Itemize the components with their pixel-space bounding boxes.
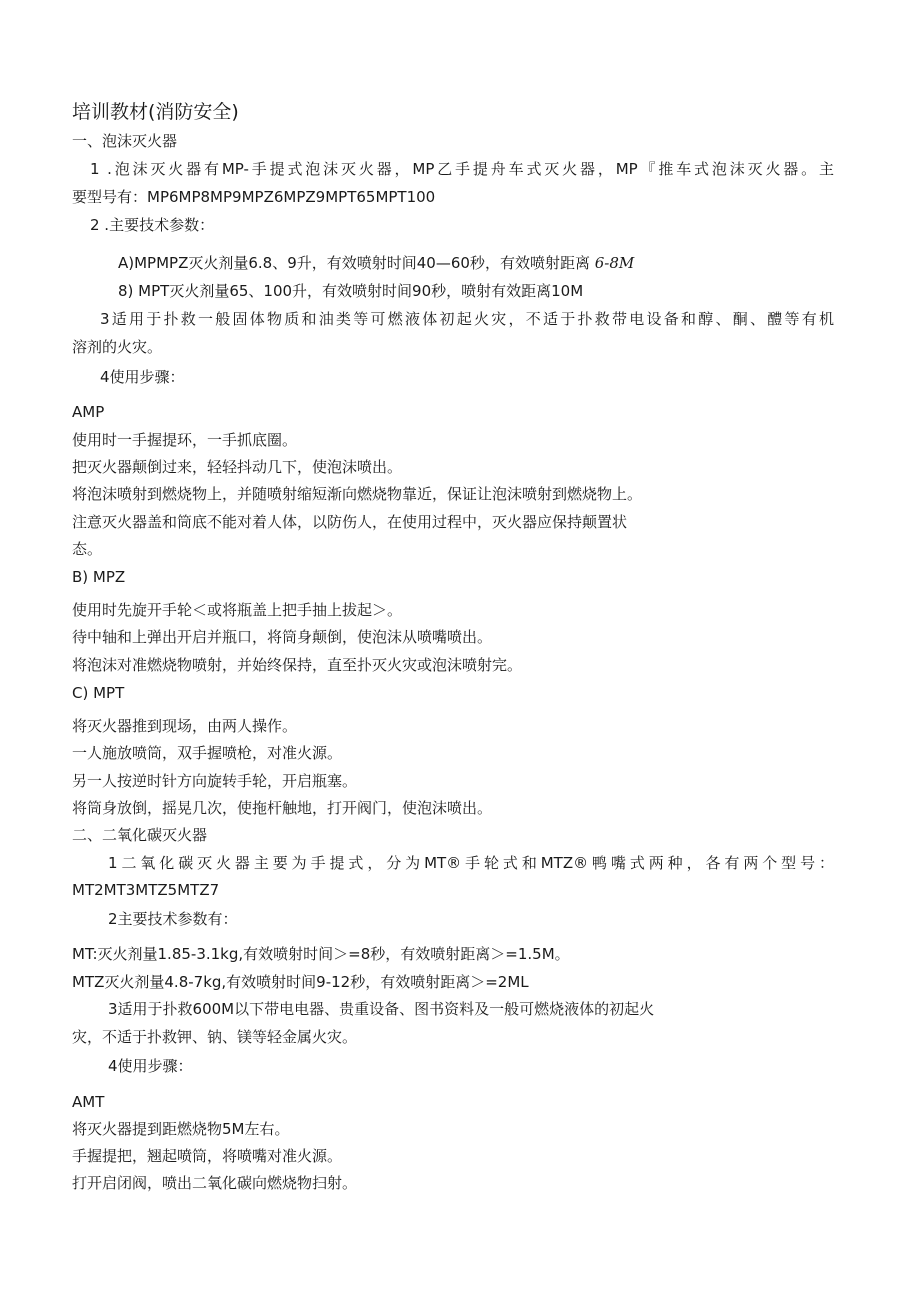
paragraph-foam-types-line1: 1 .泡沫灭火器有MP-手提式泡沫灭火器，MP乙手提舟车式灭火器，MP『推车式泡沫灭火器。主 [90, 160, 834, 178]
paragraph-co2-types-line2: MT2MT3MTZ5MTZ7 [72, 881, 220, 899]
step-mpz-3: 将泡沫对准燃烧物喷射，并始终保持，直至扑灭火灾或泡沫喷射完。 [72, 656, 523, 674]
paragraph-co2-params: 2主要技术参数有： [108, 910, 238, 928]
paragraph-co2-usage-line2: 灾，不适于扑救钾、钠、镁等轻金属火灾。 [72, 1028, 358, 1046]
section-heading-foam: 一、泡沫灭火器 [72, 132, 178, 150]
section-heading-co2: 二、二氧化碳灭火器 [72, 826, 208, 844]
step-mp-1: 使用时一手握提环，一手抓底圈。 [72, 431, 298, 449]
spec-mt: MT:灭火剂量1.85-3.1kg,有效喷射时间＞=8秒，有效喷射距离＞=1.5M。 [72, 945, 570, 963]
paragraph-foam-usage-line1: 3适用于扑救一般固体物质和油类等可燃液体初起火灾，不适于扑救带电设备和醇、酮、醴等有机 [100, 310, 834, 328]
paragraph-foam-types-line2: 要型号有：MP6MP8MP9MPZ6MPZ9MPT65MPT100 [72, 188, 436, 206]
paragraph-co2-usage-line1: 3适用于扑救600M以下带电电器、贵重设备、图书资料及一般可燃烧液体的初起火 [108, 1000, 655, 1018]
paragraph-tech-params: 2 .主要技术参数： [90, 216, 215, 234]
step-mp-2: 把灭火器颠倒过来，轻轻抖动几下，使泡沫喷出。 [72, 458, 403, 476]
spec-mtz: MTZ灭火剂量4.8-7kg,有效喷射时间9-12秒，有效喷射距离＞=2ML [72, 973, 529, 991]
step-mp-4-line2: 态。 [72, 540, 103, 558]
step-mpt-4: 将筒身放倒，摇晃几次，使拖杆触地，打开阀门，使泡沫喷出。 [72, 799, 493, 817]
paragraph-foam-usage-line2: 溶剂的火灾。 [72, 338, 163, 356]
step-mpz-1: 使用时先旋开手轮＜或将瓶盖上把手抽上拔起＞。 [72, 601, 403, 619]
page-title: 培训教材(消防安全) [72, 101, 239, 123]
spec-mpt: 8) MPT灭火剂量65、100升，有效喷射时间90秒，喷射有效距离10M [118, 282, 584, 300]
subheading-mt: AMT [72, 1093, 105, 1111]
step-mt-2: 手握提把，翘起喷筒，将喷嘴对准火源。 [72, 1147, 343, 1165]
paragraph-usage-steps: 4使用步骤： [100, 368, 185, 386]
subheading-mp: AMP [72, 403, 105, 421]
spec-mp-mpz [118, 253, 634, 273]
spec-mp-mpz-distance: 6-8M [594, 254, 635, 272]
step-mp-4-line1: 注意灭火器盖和筒底不能对着人体，以防伤人，在使用过程中，灭火器应保持颠置状 [72, 513, 628, 531]
step-mt-3: 打开启闭阀，喷出二氧化碳向燃烧物扫射。 [72, 1174, 358, 1192]
step-mt-1: 将灭火器提到距燃烧物5M左右。 [72, 1120, 290, 1138]
subheading-mpt: C) MPT [72, 684, 125, 702]
step-mpz-2: 待中轴和上弹出开启并瓶口，将筒身颠倒，使泡沫从喷嘴喷出。 [72, 628, 493, 646]
step-mpt-3: 另一人按逆时针方向旋转手轮，开启瓶塞。 [72, 772, 358, 790]
subheading-mpz: B) MPZ [72, 568, 126, 586]
paragraph-co2-steps: 4使用步骤： [108, 1057, 193, 1075]
step-mpt-1: 将灭火器推到现场，由两人操作。 [72, 717, 298, 735]
spec-mp-mpz-text: A)MPMPZ灭火剂量6.8、9升，有效喷射时间40—60秒，有效喷射距离 [118, 254, 590, 272]
paragraph-co2-types-line1: 1二氧化碳灭火器主要为手提式，分为MT®手轮式和MTZ®鸭嘴式两种，各有两个型号： [108, 854, 834, 872]
step-mpt-2: 一人施放喷筒，双手握喷枪，对准火源。 [72, 744, 343, 762]
step-mp-3: 将泡沫喷射到燃烧物上，并随喷射缩短渐向燃烧物靠近，保证让泡沫喷射到燃烧物上。 [72, 485, 643, 503]
